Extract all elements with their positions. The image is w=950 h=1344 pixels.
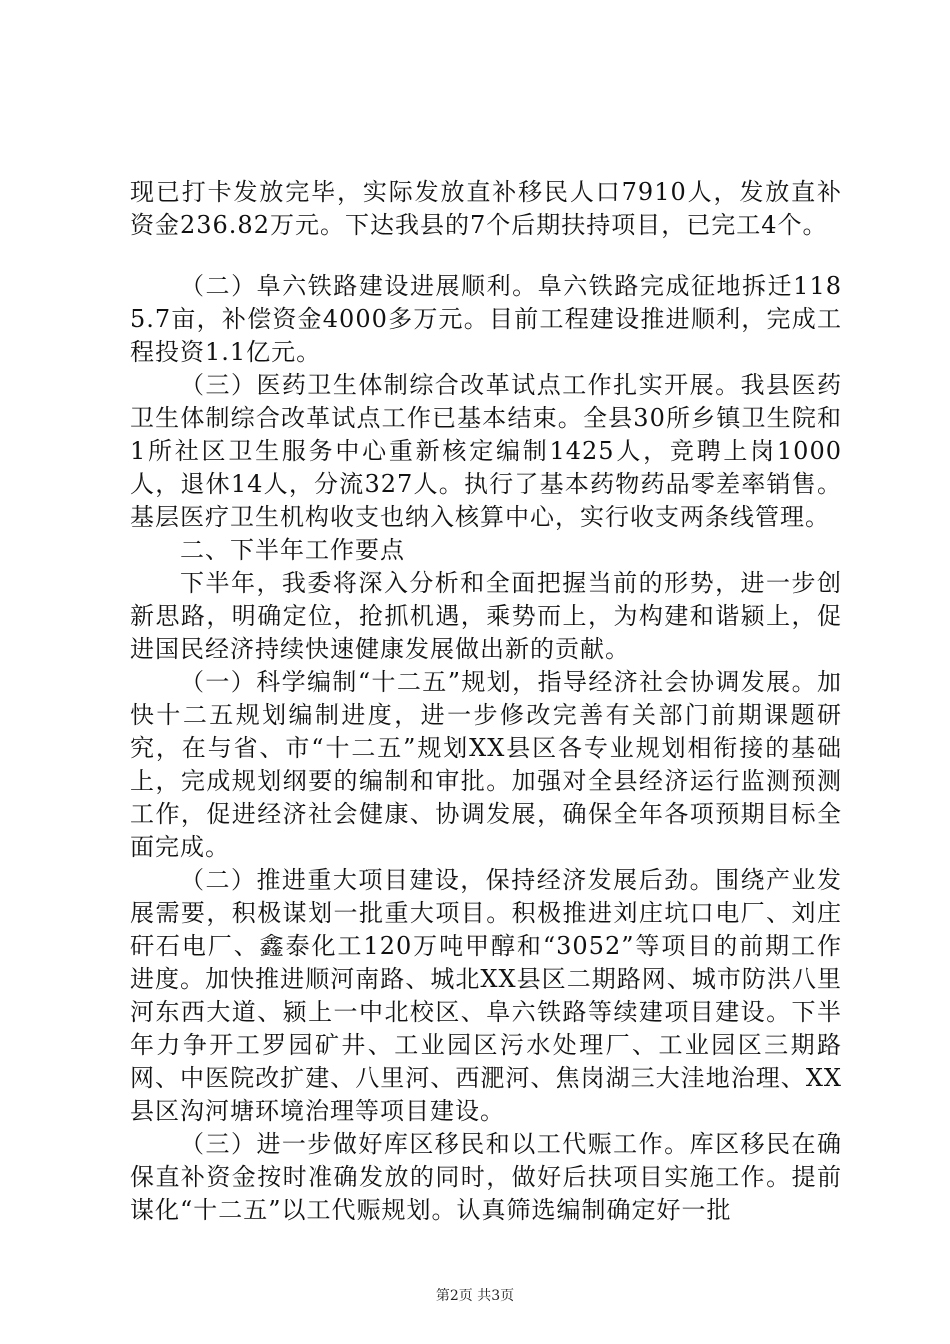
paragraph-major-projects: （二）推进重大项目建设，保持经济发展后劲。围绕产业发展需要，积极谋划一批重大项目。积极推进刘庄坑口电厂、刘庄矸石电厂、鑫泰化工120万吨甲醇和“3052”等项目的前期工作进度。加快推进顺河南路、城北XX县区二期路网、城市防洪八里河东西大道、颍上一中北校区、阜六铁路等续建项目建设。下半年力争开工罗园矿井、工业园区污水处理厂、工业园区三期路网、中医院改扩建、八里河、西淝河、焦岗湖三大洼地治理、XX县区沟河塘环境治理等项目建设。 xyxy=(130,866,842,1125)
section-heading-second-half: 二、下半年工作要点 xyxy=(180,536,405,564)
paragraph-continuation: 现已打卡发放完毕，实际发放直补移民人口7910人，发放直补资金236.82万元。下达我县的7个后期扶持项目，已完工4个。 xyxy=(130,178,842,239)
paragraph-fuliu-railway: （二）阜六铁路建设进展顺利。阜六铁路完成征地拆迁1185.7亩，补偿资金4000多万元。目前工程建设推进顺利，完成工程投资1.1亿元。 xyxy=(130,272,842,366)
page-footer: 第2页 共3页 xyxy=(435,1288,515,1304)
paragraph-five-year-plan: （一）科学编制“十二五”规划，指导经济社会协调发展。加快十二五规划编制进度，进一步修改完善有关部门前期课题研究，在与省、市“十二五”规划XX县区各专业规划相衔接的基础上，完成规划纲要的编制和审批。加强对全县经济运行监测预测工作，促进经济社会健康、协调发展，确保全年各项预期目标全面完成。 xyxy=(130,668,842,861)
paragraph-medical-reform: （三）医药卫生体制综合改革试点工作扎实开展。我县医药卫生体制综合改革试点工作已基本结束。全县30所乡镇卫生院和1所社区卫生服务中心重新核定编制1425人，竞聘上岗1000人，退休14人，分流327人。执行了基本药物药品零差率销售。基层医疗卫生机构收支也纳入核算中心，实行收支两条线管理。 xyxy=(130,371,842,531)
paragraph-reservoir-migrants: （三）进一步做好库区移民和以工代赈工作。库区移民在确保直补资金按时准确发放的同时，做好后扶项目实施工作。提前谋化“十二五”以工代赈规划。认真筛选编制确定好一批 xyxy=(130,1130,842,1224)
paragraph-second-half-intro: 下半年，我委将深入分析和全面把握当前的形势，进一步创新思路，明确定位，抢抓机遇，乘势而上，为构建和谐颍上，促进国民经济持续快速健康发展做出新的贡献。 xyxy=(130,569,842,663)
document-body xyxy=(130,176,842,1227)
